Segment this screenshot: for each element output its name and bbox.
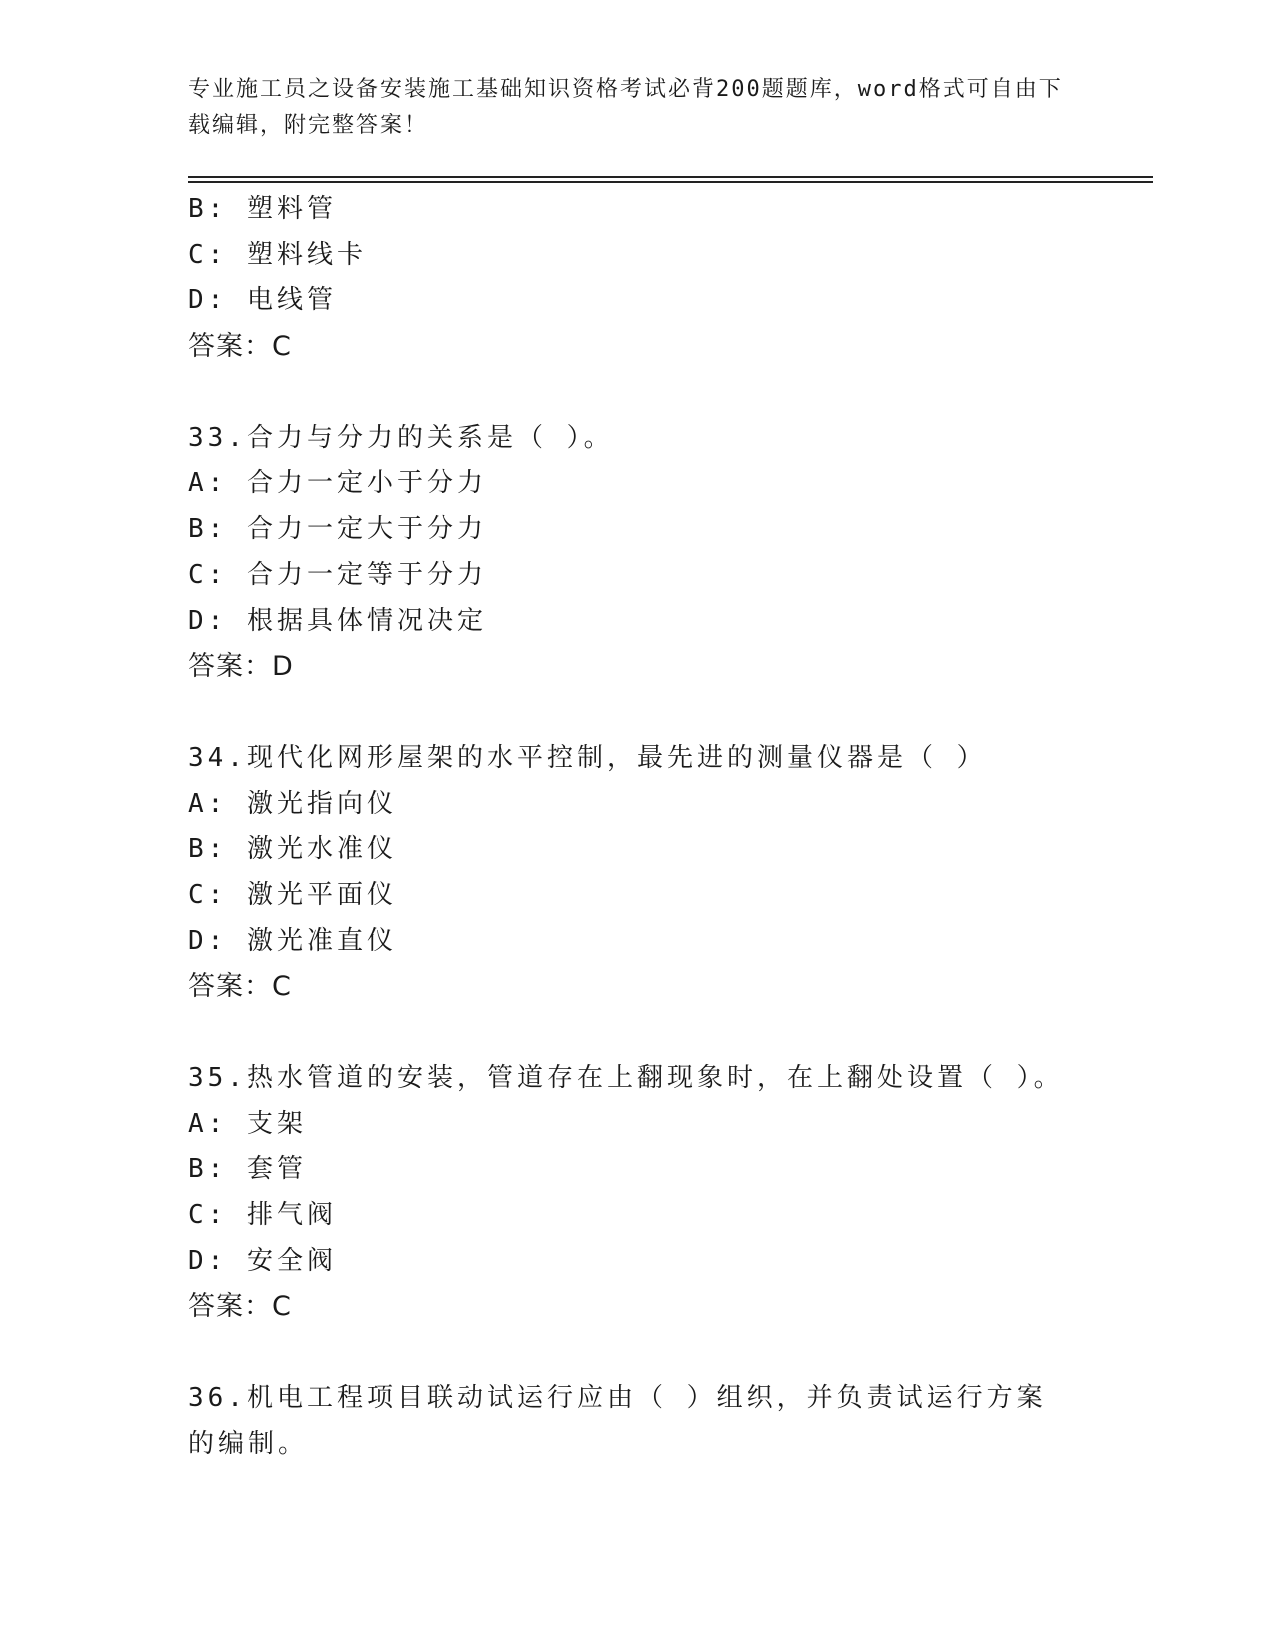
option-c: C: 塑料线卡 [188, 239, 367, 270]
option-a: A: 合力一定小于分力 [188, 468, 487, 499]
spacer [188, 1330, 1088, 1376]
spacer [188, 690, 1088, 736]
option-c: C: 排气阀 [188, 1200, 337, 1231]
spacer [188, 370, 1088, 416]
question-34 [188, 736, 1088, 1010]
header-rule-bottom [188, 181, 1153, 183]
option-d: D: 安全阀 [188, 1245, 337, 1276]
question-33 [188, 416, 1088, 690]
option-b: B: 激光水准仪 [188, 834, 397, 865]
question-stem: 33.合力与分力的关系是（ ）。 [188, 422, 614, 453]
option-d: D: 根据具体情况决定 [188, 605, 487, 636]
option-c: C: 合力一定等于分力 [188, 559, 487, 590]
question-36 [188, 1376, 1088, 1467]
option-d: D: 电线管 [188, 285, 337, 316]
answer-line: 答案：C [188, 971, 292, 1003]
question-35 [188, 1056, 1088, 1330]
page-header: 专业施工员之设备安装施工基础知识资格考试必背200题题库，word格式可自由下载编辑，附完整答案！ [188, 77, 1063, 138]
spacer [188, 1010, 1088, 1056]
option-a: A: 支架 [188, 1108, 307, 1139]
header-rule-top [188, 176, 1153, 178]
question-stem: 36.机电工程项目联动试运行应由（ ）组织，并负责试运行方案的编制。 [188, 1383, 1047, 1459]
option-d: D: 激光准直仪 [188, 925, 397, 956]
option-b: B: 套管 [188, 1154, 307, 1185]
option-c: C: 激光平面仪 [188, 879, 397, 910]
answer-line: 答案：C [188, 331, 292, 363]
prev-question-tail [188, 187, 1088, 370]
question-stem: 34.现代化网形屋架的水平控制，最先进的测量仪器是（ ） [188, 742, 987, 773]
answer-line: 答案：D [188, 651, 294, 683]
option-b: B: 塑料管 [188, 194, 337, 224]
option-a: A: 激光指向仪 [188, 788, 397, 819]
question-stem: 35.热水管道的安装，管道存在上翻现象时，在上翻处设置（ ）。 [188, 1063, 1064, 1093]
question-content [188, 187, 1088, 1468]
option-b: B: 合力一定大于分力 [188, 514, 487, 545]
answer-line: 答案：C [188, 1291, 292, 1323]
